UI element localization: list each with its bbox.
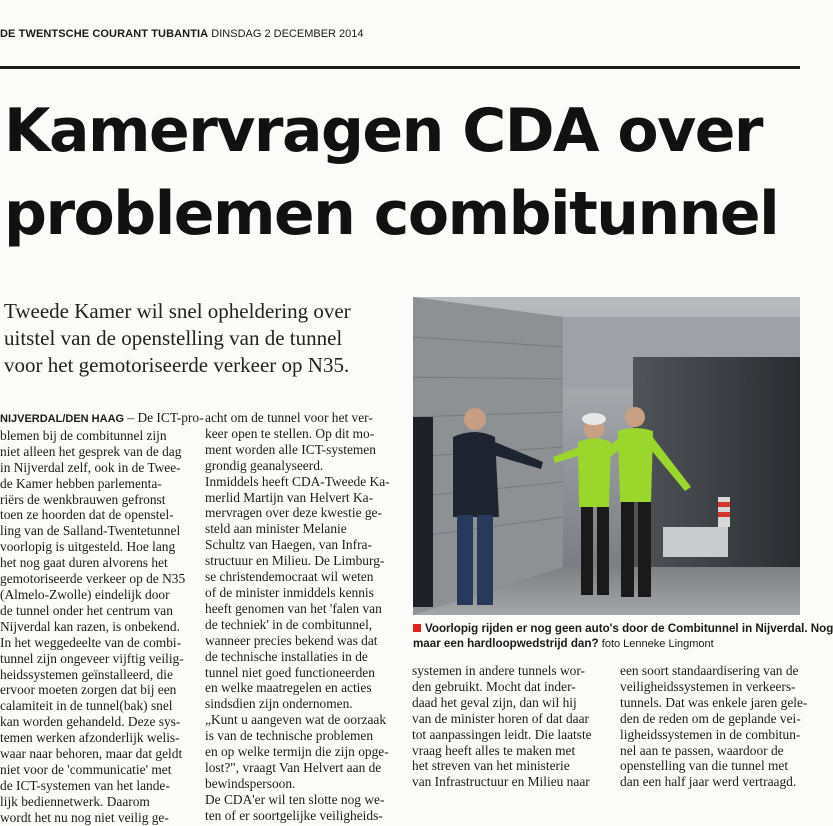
article-line: heeft genomen van het 'falen van: [205, 600, 382, 616]
article-line: In het weggedeelte van de combi-: [0, 634, 182, 650]
header-rule: [0, 66, 800, 69]
newspaper-name: DE TWENTSCHE COURANT TUBANTIA: [0, 28, 209, 40]
article-line: toen ze hoorden dat de openstel-: [0, 507, 174, 523]
article-line: niet alleen het gesprek van de dag: [0, 443, 182, 459]
article-line: ervoor moeten zorgen dat bij een: [0, 682, 177, 698]
article-column-1: [0, 410, 204, 826]
article-line: (Almelo-Zwolle) eindelijk door: [0, 586, 170, 602]
article-line: of de minister inmiddels kennis: [205, 584, 374, 600]
article-line: vraag heeft alles te maken met: [412, 742, 576, 758]
article-line: ling van de Salland-Twentetunnel: [0, 523, 181, 539]
article-line: den gebruikt. Mocht dat inder-: [412, 678, 576, 694]
article-line: de techniek' in de combitunnel,: [205, 616, 373, 632]
article-line: bewindspersoon.: [205, 775, 296, 791]
intro-line: Tweede Kamer wil snel opheldering over: [4, 299, 351, 323]
article-line: openstelling van die tunnel met: [620, 758, 789, 774]
article-line: „Kunt u aangeven wat de oorzaak: [205, 712, 387, 728]
article-line: het nog gaat duren alvorens het: [0, 555, 168, 571]
article-line: Schultz van Haegen, van Infra-: [205, 537, 372, 553]
headline: [4, 90, 804, 256]
article-line: structuur en Milieu. De Limburg-: [205, 553, 385, 569]
article-line: is van de technische problemen: [205, 728, 374, 744]
article-line: blemen bij de combitunnel zijn: [0, 427, 167, 443]
article-line: daad het geval zijn, dan wil hij: [412, 694, 577, 710]
article-line: heidssystemen geïnstalleerd, die: [0, 666, 173, 682]
article-line: mervragen over deze kwestie ge-: [205, 505, 382, 521]
masthead: [0, 28, 364, 42]
intro-line: uitstel van de openstelling van de tunnel: [4, 326, 343, 350]
article-line: de tunnel onder het centrum van: [0, 602, 173, 618]
article-line: lijk bediennetwerk. Daarom: [0, 793, 150, 809]
article-line: lost?", vraagt Van Helvert aan de: [205, 759, 382, 775]
article-line: tunnels. Dat was enkele jaren gele-: [620, 694, 808, 710]
article-line: de Kamer hebben parlementa-: [0, 475, 162, 491]
intro-line: voor het gemotoriseerde verkeer op N35.: [4, 353, 350, 377]
article-line: acht om de tunnel voor het ver-: [205, 410, 373, 425]
article-line: systemen in andere tunnels wor-: [412, 663, 586, 678]
article-line: calamiteit in de tunnel(bak) snel: [0, 698, 173, 714]
article-line: wanneer precies bekend was dat: [205, 632, 378, 648]
article-line: tot aanpassingen leidt. Die laatste: [412, 726, 592, 742]
article-line: veiligheidssystemen in verkeers-: [620, 678, 796, 694]
photo-credit: foto Lenneke Lingmont: [601, 638, 714, 650]
article-line: voorlopig is uitgesteld. Hoe lang: [0, 539, 176, 555]
article-line: den de reden om de geplande vei-: [620, 710, 801, 726]
article-line: ment worden alle ICT-systemen: [205, 441, 376, 457]
article-line: het streven van het ministerie: [412, 758, 570, 774]
article-column-3: [412, 663, 607, 790]
article-line: van Infrastructuur en Milieu naar: [412, 774, 590, 790]
article-line: Inmiddels heeft CDA-Tweede Ka-: [205, 473, 390, 489]
article-line: steld aan minister Melanie: [205, 521, 347, 537]
tunnel-runners-photo: [413, 297, 800, 615]
article-line: van de minister horen of dat daar: [412, 710, 589, 726]
article-line: de ICT-systemen van het lande-: [0, 777, 170, 793]
news-photo: [413, 297, 800, 615]
article-line: ten of er soortgelijke veiligheids-: [205, 807, 383, 823]
article-line: kan worden gehandeld. Deze sys-: [0, 714, 181, 730]
intro-lead: [4, 298, 409, 379]
article-line: temen werken afzonderlijk welis-: [0, 730, 180, 746]
article-line: [0, 410, 204, 428]
article-line: en welke maatregelen en acties: [205, 680, 372, 696]
article-column-2: [205, 410, 405, 824]
article-column-4: [620, 663, 808, 790]
article-line: merlid Martijn van Helvert Ka-: [205, 489, 374, 505]
article-line: tunnel zijn ongeveer vijftig veilig-: [0, 650, 184, 666]
article-line: en op welke termijn die zijn opge-: [205, 744, 389, 760]
caption-text: Voorlopig rijden er nog geen auto's door de Combitunnel in Nijverdal. Nog: [425, 622, 833, 635]
article-line: wordt het nu nog niet veilig ge-: [0, 809, 169, 825]
photo-caption: [413, 621, 833, 652]
article-line: nel aan te passen, waardoor de: [620, 742, 784, 758]
article-line: Nijverdal kan razen, is onbekend.: [0, 618, 180, 634]
article-line: gemotoriseerde verkeer op de N35: [0, 571, 186, 587]
article-line: dan een half jaar werd vertraagd.: [620, 774, 797, 790]
article-line: se christendemocraat wil weten: [205, 569, 374, 585]
article-line: De CDA'er wil ten slotte nog we-: [205, 791, 385, 807]
article-line: sindsdien zijn ondernomen.: [205, 696, 353, 712]
headline-line: Kamervragen CDA over: [4, 96, 762, 166]
article-line: tunnel niet goed functioneerden: [205, 664, 375, 680]
dateline: NIJVERDAL/DEN HAAG: [0, 413, 125, 425]
headline-line: problemen combitunnel: [4, 179, 779, 249]
article-line-text: – De ICT-pro-: [124, 410, 204, 425]
article-line: in Nijverdal zelf, ook in de Twee-: [0, 459, 181, 475]
article-line: een soort standaardisering van de: [620, 663, 799, 678]
article-line: waar naar behoren, maar dat geldt: [0, 746, 183, 762]
article-line: niet voor de 'communicatie' met: [0, 761, 172, 777]
article-line: riërs de wenkbrauwen gefronst: [0, 491, 166, 507]
article-line: ligheidssystemen in de combitun-: [620, 726, 801, 742]
caption-text: maar een hardloopwedstrijd dan?: [413, 637, 599, 650]
article-line: keer open te stellen. Op dit mo-: [205, 425, 375, 441]
issue-date: DINSDAG 2 DECEMBER 2014: [211, 28, 364, 40]
article-line: de technische installaties in de: [205, 648, 368, 664]
article-line: grondig geanalyseerd.: [205, 457, 324, 473]
caption-marker-icon: [413, 624, 421, 632]
